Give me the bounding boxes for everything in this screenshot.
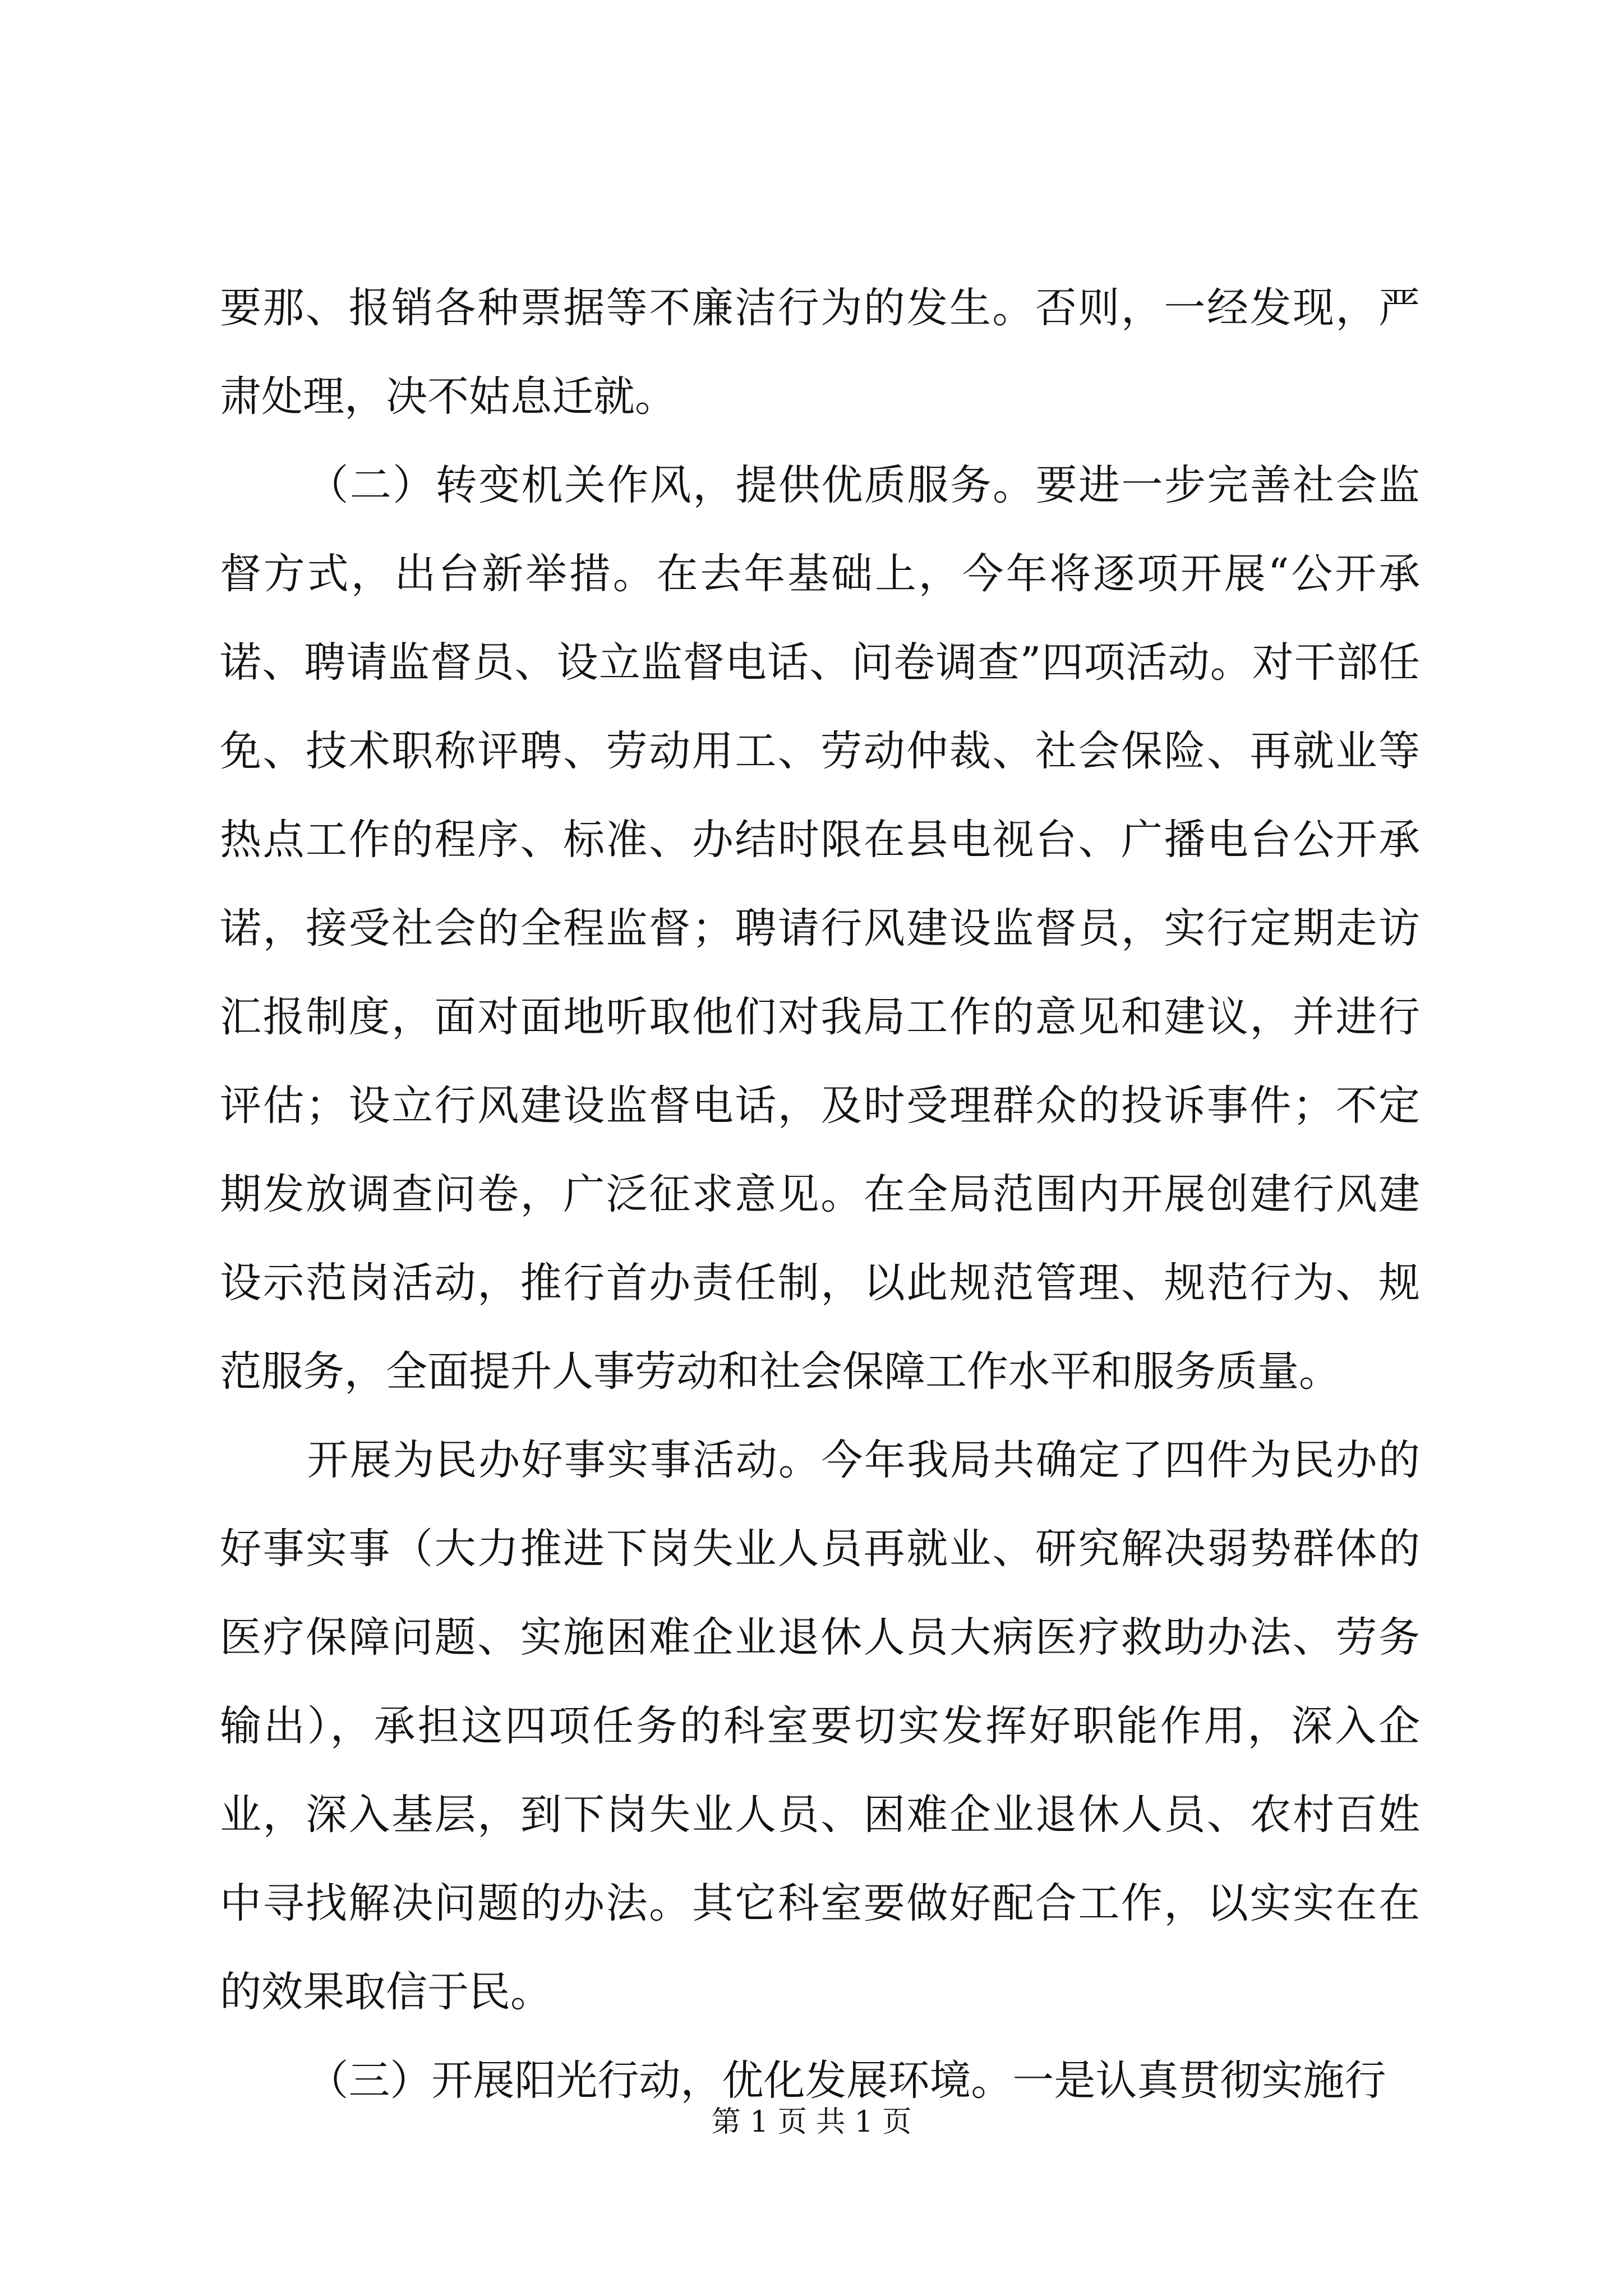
document-body bbox=[220, 264, 1420, 2125]
paragraph-3: 开展为民办好事实事活动。今年我局共确定了四件为民办的好事实事（大力推进下岗失业人员再就业、研究解决弱势群体的医疗保障问题、实施困难企业退休人员大病医疗救助办法、劳务输出），承担这四项任务的科室要切实发挥好职能作用，深入企业，深入基层，到下岗失业人员、困难企业退休人员、农村百姓中寻找解决问题的办法。其它科室要做好配合工作，以实实在在的效果取信于民。 bbox=[220, 1436, 1420, 2016]
page-footer: 第 1 页 共 1 页 bbox=[711, 2105, 912, 2139]
paragraph-4: （三）开展阳光行动，优化发展环境。一是认真贯彻实施行 bbox=[307, 2056, 1386, 2105]
paragraph-1: 要那、报销各种票据等不廉洁行为的发生。否则，一经发现，严肃处理，决不姑息迁就。 bbox=[220, 284, 1420, 421]
paragraph-2: （二）转变机关作风，提供优质服务。要进一步完善社会监督方式，出台新举措。在去年基础上，今年将逐项开展“公开承诺、聘请监督员、设立监督电话、问卷调查”四项活动。对干部任免、技术职称评聘、劳动用工、劳动仲裁、社会保险、再就业等热点工作的程序、标准、办结时限在县电视台、广播电台公开承诺，接受社会的全程监督；聘请行风建设监督员，实行定期走访汇报制度，面对面地听取他们对我局工作的意见和建议，并进行评估；设立行风建设监督电话，及时受理群众的投诉事件；不定期发放调查问卷，广泛征求意见。在全局范围内开展创建行风建设示范岗活动，推行首办责任制，以此规范管理、规范行为、规范服务，全面提升人事劳动和社会保障工作水平和服务质量。 bbox=[220, 461, 1420, 1396]
